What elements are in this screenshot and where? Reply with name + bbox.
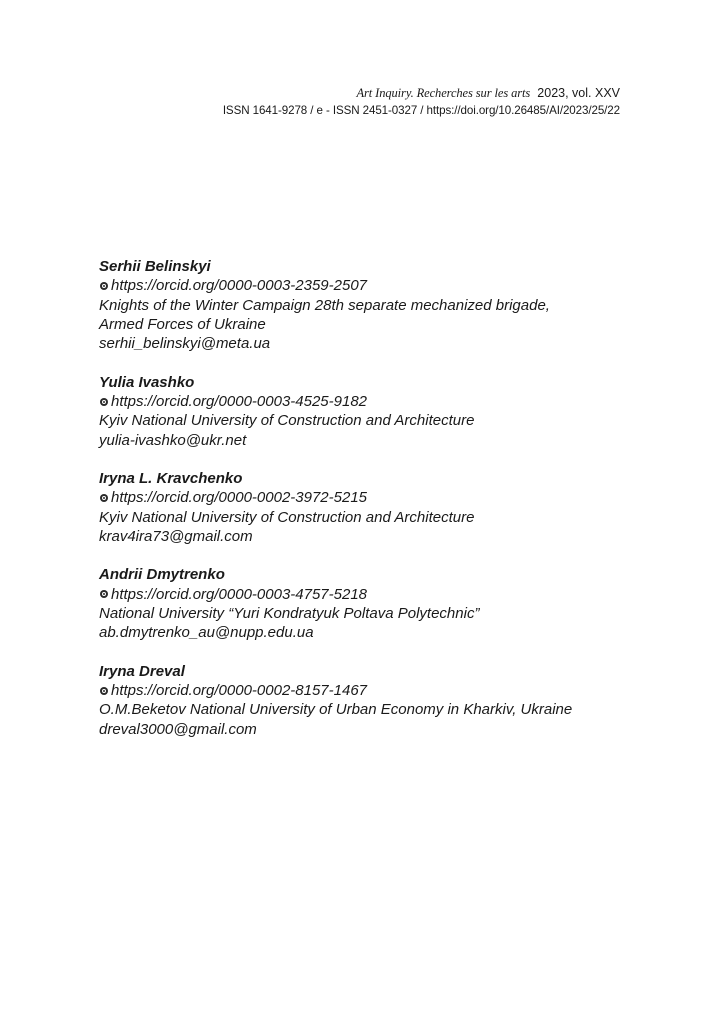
author-name: Yulia Ivashko (99, 373, 195, 391)
journal-title-line (223, 85, 620, 101)
orcid-icon (100, 494, 108, 502)
author-affiliation: Knights of the Winter Campaign 28th separate mechanized brigade, (99, 296, 550, 314)
author-name: Serhii Belinskyi (99, 258, 211, 275)
orcid-icon (100, 398, 108, 406)
author-email[interactable]: yulia-ivashko@ukr.net (99, 431, 247, 449)
author-name: Iryna L. Kravchenko (99, 470, 243, 488)
author-list (99, 257, 659, 758)
orcid-link[interactable]: https://orcid.org/0000-0003-2359-2507 (111, 277, 368, 295)
author-email[interactable]: serhii_belinskyi@meta.ua (99, 335, 271, 353)
journal-name: Art Inquiry. Recherches sur les arts (356, 86, 531, 100)
orcid-icon (100, 590, 108, 598)
author-affiliation: Kyiv National University of Construction and Architecture (99, 508, 475, 526)
author-name: Iryna Dreval (99, 662, 185, 680)
orcid-row (99, 488, 659, 507)
author-entry (99, 662, 659, 739)
issn-doi-line: ISSN 1641-9278 / e - ISSN 2451-0327 / https://doi.org/10.26485/AI/2023/25/22 (222, 104, 620, 117)
author-affiliation: Kyiv National University of Construction and Architecture (99, 412, 475, 430)
orcid-link[interactable]: https://orcid.org/0000-0002-8157-1467 (111, 682, 368, 700)
author-email[interactable]: ab.dmytrenko_au@nupp.edu.ua (99, 624, 314, 642)
journal-year-volume: 2023, vol. XXV (537, 86, 620, 100)
author-affiliation: Armed Forces of Ukraine (99, 315, 266, 333)
orcid-icon (100, 687, 108, 695)
orcid-row (99, 392, 659, 411)
orcid-row (99, 585, 659, 604)
orcid-row (99, 681, 659, 700)
author-affiliation: O.M.Beketov National University of Urban Economy in Kharkiv, Ukraine (99, 701, 573, 719)
author-entry (99, 373, 659, 450)
author-entry (99, 469, 659, 546)
orcid-link[interactable]: https://orcid.org/0000-0003-4757-5218 (111, 585, 368, 603)
author-email[interactable]: dreval3000@gmail.com (99, 720, 257, 738)
author-entry (99, 257, 659, 353)
orcid-link[interactable]: https://orcid.org/0000-0002-3972-5215 (111, 489, 368, 507)
orcid-link[interactable]: https://orcid.org/0000-0003-4525-9182 (111, 392, 368, 410)
author-name: Andrii Dmytrenko (99, 566, 225, 584)
journal-header (223, 85, 620, 119)
author-entry (99, 565, 659, 642)
orcid-icon (100, 282, 108, 290)
author-email[interactable]: krav4ira73@gmail.com (99, 527, 253, 545)
orcid-row (99, 276, 659, 295)
author-affiliation: National University “Yuri Kondratyuk Poltava Polytechnic” (99, 605, 480, 623)
